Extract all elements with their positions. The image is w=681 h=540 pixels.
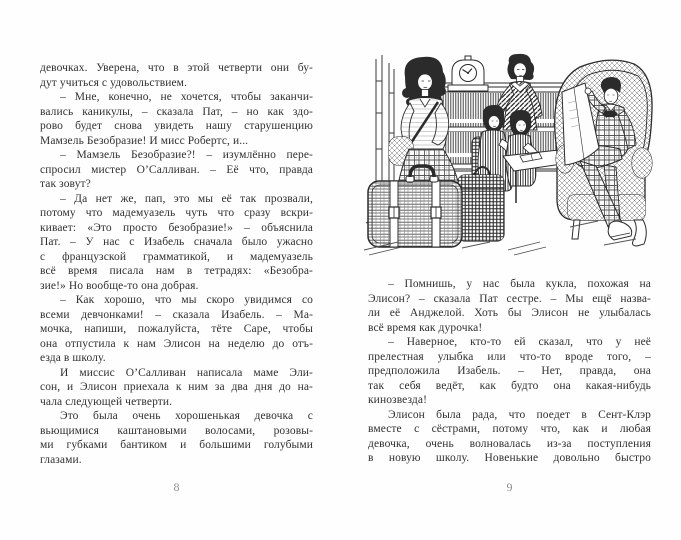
text-line: – Наверное, кто-то ей сказал, что у неё — [388, 336, 651, 348]
text-line: – Как хорошо, что мы скоро увидимся со — [60, 294, 313, 306]
text-line: предположила Изабель. – Нет, правда, она — [368, 365, 651, 377]
text-line: кивает: «Это просто безобразие!» – объяснила — [40, 221, 313, 234]
text-line: она отпустила к нам Элисон на неделю до отъ- — [40, 337, 313, 350]
text-line: Это была очень хорошенькая девочка с — [60, 410, 313, 422]
text-line: прелестная улыбка или что-то вроде того, – — [368, 350, 651, 363]
text-line: – Помнишь, у нас была кукла, похожая на — [388, 278, 651, 290]
text-line: в новую школу. Новенькие довольно быстро — [368, 452, 651, 464]
text-line: вались каникулы, – сказала Пат, – но как здо- — [40, 105, 313, 118]
text-line: с французской грамматикой, и мадемуазель — [40, 250, 313, 263]
text-line: девочка, очень волновалась из-за поступления — [368, 437, 651, 450]
text-line: вьющимися каштановыми волосами, розовы- — [40, 424, 313, 437]
text-line: Пат. – У нас с Изабель сначала было ужасно — [40, 236, 313, 248]
text-line: глазами. — [40, 453, 82, 466]
text-line: так зовут? — [40, 178, 91, 190]
left-page-text — [40, 61, 313, 467]
text-line: – Мне, конечно, не хочется, чтобы заканчи- — [60, 91, 313, 103]
text-line: И миссис О’Салливан написала маме Эли- — [60, 366, 313, 379]
illustration-family-scene — [362, 52, 656, 259]
text-line: – Да нет же, пап, это мы её так прозвали, — [60, 192, 313, 205]
right-page-text — [368, 277, 651, 466]
text-line: всеми девчонками! – сказала Изабель. – Ма- — [40, 308, 313, 321]
text-line: так себя ведёт, как будто она какая-нибудь — [368, 379, 651, 392]
text-line: езда в школу. — [40, 352, 106, 364]
text-line: дут учиться с удовольствием. — [40, 76, 188, 89]
text-line: ми губками бантиком и большими голубыми — [40, 439, 313, 451]
page-number-right: 9 — [506, 480, 513, 494]
text-line: потому что мадемуазель чуть что сразу вскри- — [40, 207, 313, 219]
mantel-clock — [448, 56, 488, 91]
text-line: зие!» Но вообще-то она добрая. — [40, 279, 199, 292]
text-line: мочка, напиши, пожалуйста, тёте Саре, чтобы — [40, 323, 313, 335]
small-trunk — [458, 167, 504, 241]
text-line: девочках. Уверена, что в этой четверти они бу- — [40, 62, 313, 74]
text-line: вместе с сёстрами, потому что, как и любая — [368, 423, 651, 435]
text-line: сон, и Элисон приехала к ним за два дня до на- — [40, 381, 313, 393]
text-line: всё время как дурочка! — [368, 321, 483, 334]
text-line: – Мамзель Безобразие?! – изумлённо пере- — [60, 149, 313, 161]
text-line: спросил мистер О’Салливан. – Её что, правда — [40, 163, 313, 176]
text-line: рово будет снова увидеть нашу старушенцию — [40, 120, 313, 132]
text-line: Элисон? – сказала Пат сестре. – Мы ещё назва- — [368, 292, 651, 305]
text-line: чала следующей четверти. — [40, 395, 173, 408]
text-line: Мамзель Безобразие! И мисс Робертс, и... — [40, 134, 249, 147]
text-line: всё время писала нам в тетрадях: «Безобра- — [40, 265, 313, 277]
text-line: ли её Анджелой. Хоть бы Элисон не улыбалась — [368, 307, 651, 319]
page-number-left: 8 — [173, 480, 180, 494]
family-scene-drawing — [362, 52, 656, 259]
text-line: Элисон была рада, что поедет в Сент-Клэр — [388, 408, 651, 421]
text-line: кинозвезда! — [368, 394, 428, 406]
